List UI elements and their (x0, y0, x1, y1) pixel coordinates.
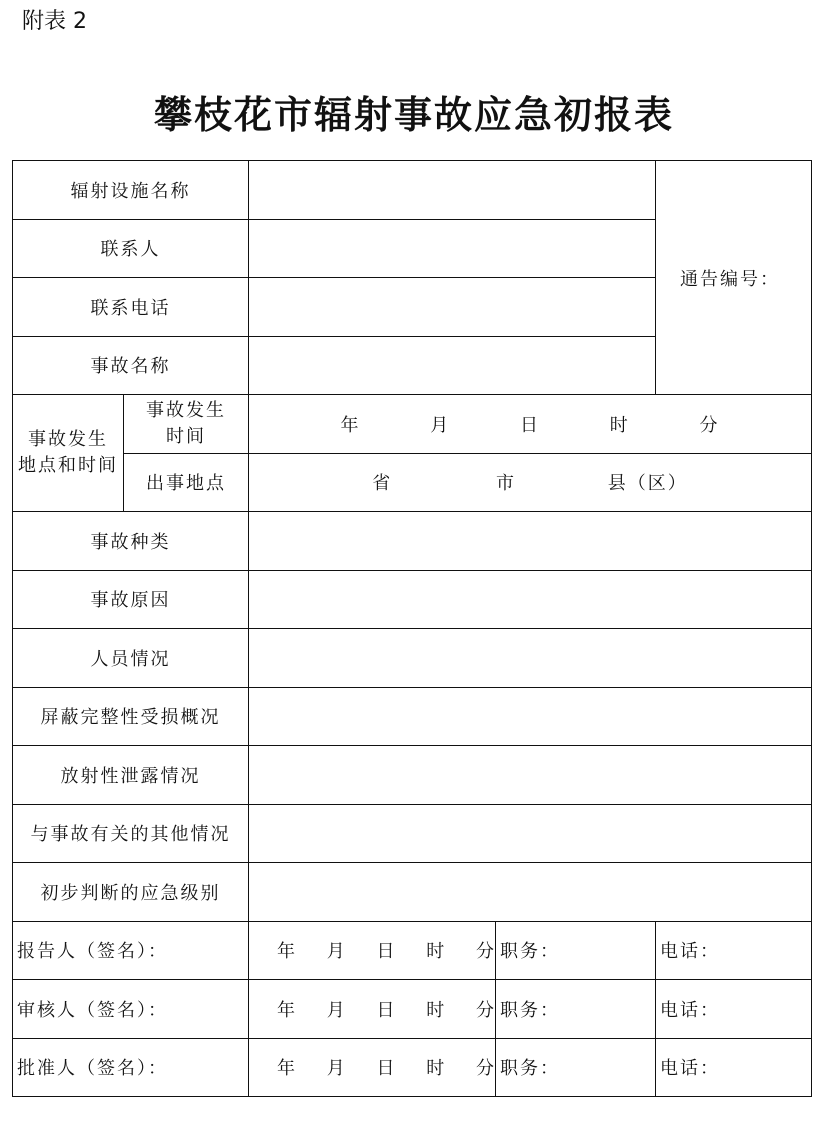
accident-name-label: 事故名称 (13, 336, 249, 395)
table-row (13, 687, 812, 746)
occur-time-field[interactable] (249, 395, 812, 454)
unit-year: 年 (340, 414, 361, 436)
location-field[interactable] (249, 453, 812, 512)
unit-minute: 分 (699, 414, 720, 436)
occur-time-label-line1: 事故发生 (146, 399, 226, 421)
contact-person-label: 联系人 (13, 219, 249, 278)
emergency-level-label: 初步判断的应急级别 (13, 863, 249, 922)
accident-type-label: 事故种类 (13, 512, 249, 571)
leakage-label: 放射性泄露情况 (13, 746, 249, 805)
emergency-level-field[interactable] (249, 863, 812, 922)
place-time-label-line1: 事故发生 (28, 429, 108, 450)
contact-person-field[interactable] (249, 219, 656, 278)
table-row (13, 161, 812, 220)
reviewer-phone-field[interactable]: 电话： (656, 980, 812, 1039)
approver-phone-field[interactable]: 电话： (656, 1038, 812, 1097)
unit-month: 月 (326, 999, 347, 1021)
reviewer-post-field[interactable]: 职务： (496, 980, 656, 1039)
accident-name-field[interactable] (249, 336, 656, 395)
unit-minute: 分 (475, 999, 496, 1021)
occur-time-label-line2: 时间 (166, 425, 206, 447)
accident-cause-field[interactable] (249, 570, 812, 629)
unit-day: 日 (520, 414, 540, 436)
unit-year: 年 (277, 1058, 297, 1080)
table-row (13, 1038, 812, 1097)
unit-month: 月 (326, 1058, 347, 1080)
notice-number-label: 通告编号： (656, 161, 812, 395)
place-time-label (13, 395, 124, 512)
table-row (13, 921, 812, 980)
approver-date-field[interactable] (249, 1038, 496, 1097)
table-row (13, 453, 812, 512)
table-row (13, 863, 812, 922)
unit-month: 月 (326, 941, 347, 963)
unit-month: 月 (430, 414, 451, 436)
unit-county: 县（区） (607, 473, 688, 495)
page-title: 攀枝花市辐射事故应急初报表 (153, 92, 674, 137)
table-row (13, 629, 812, 688)
reporter-phone-field[interactable]: 电话： (656, 921, 812, 980)
leakage-field[interactable] (249, 746, 812, 805)
reviewer-signature-label: 审核人（签名）： (13, 980, 249, 1039)
report-form-table (12, 160, 812, 1097)
unit-hour: 时 (426, 1058, 447, 1080)
unit-year: 年 (277, 941, 297, 963)
reviewer-date-field[interactable] (249, 980, 496, 1039)
table-row (13, 395, 812, 454)
approver-signature-label: 批准人（签名）： (13, 1038, 249, 1097)
approver-post-field[interactable]: 职务： (496, 1038, 656, 1097)
table-row (13, 570, 812, 629)
unit-minute: 分 (475, 1058, 496, 1080)
unit-day: 日 (376, 1058, 397, 1080)
shield-damage-field[interactable] (249, 687, 812, 746)
unit-day: 日 (376, 941, 397, 963)
table-row (13, 804, 812, 863)
accident-cause-label: 事故原因 (13, 570, 249, 629)
facility-name-label: 辐射设施名称 (13, 161, 249, 220)
other-info-field[interactable] (249, 804, 812, 863)
table-row (13, 980, 812, 1039)
contact-phone-field[interactable] (249, 278, 656, 337)
place-time-label-line2: 地点和时间 (18, 455, 118, 476)
unit-minute: 分 (475, 941, 496, 963)
unit-day: 日 (376, 999, 397, 1021)
location-label: 出事地点 (124, 453, 249, 512)
facility-name-field[interactable] (249, 161, 656, 220)
unit-hour: 时 (609, 414, 630, 436)
unit-city: 市 (496, 473, 516, 495)
reporter-post-field[interactable]: 职务： (496, 921, 656, 980)
unit-year: 年 (277, 999, 297, 1021)
attachment-label: 附表 2 (22, 9, 87, 34)
personnel-status-field[interactable] (249, 629, 812, 688)
accident-type-field[interactable] (249, 512, 812, 571)
personnel-status-label: 人员情况 (13, 629, 249, 688)
table-row (13, 746, 812, 805)
occur-time-label (124, 395, 249, 454)
reporter-signature-label: 报告人（签名）： (13, 921, 249, 980)
reporter-date-field[interactable] (249, 921, 496, 980)
table-row (13, 512, 812, 571)
shield-damage-label: 屏蔽完整性受损概况 (13, 687, 249, 746)
unit-hour: 时 (426, 999, 447, 1021)
unit-hour: 时 (426, 941, 447, 963)
other-info-label: 与事故有关的其他情况 (13, 804, 249, 863)
unit-province: 省 (372, 473, 393, 495)
contact-phone-label: 联系电话 (13, 278, 249, 337)
